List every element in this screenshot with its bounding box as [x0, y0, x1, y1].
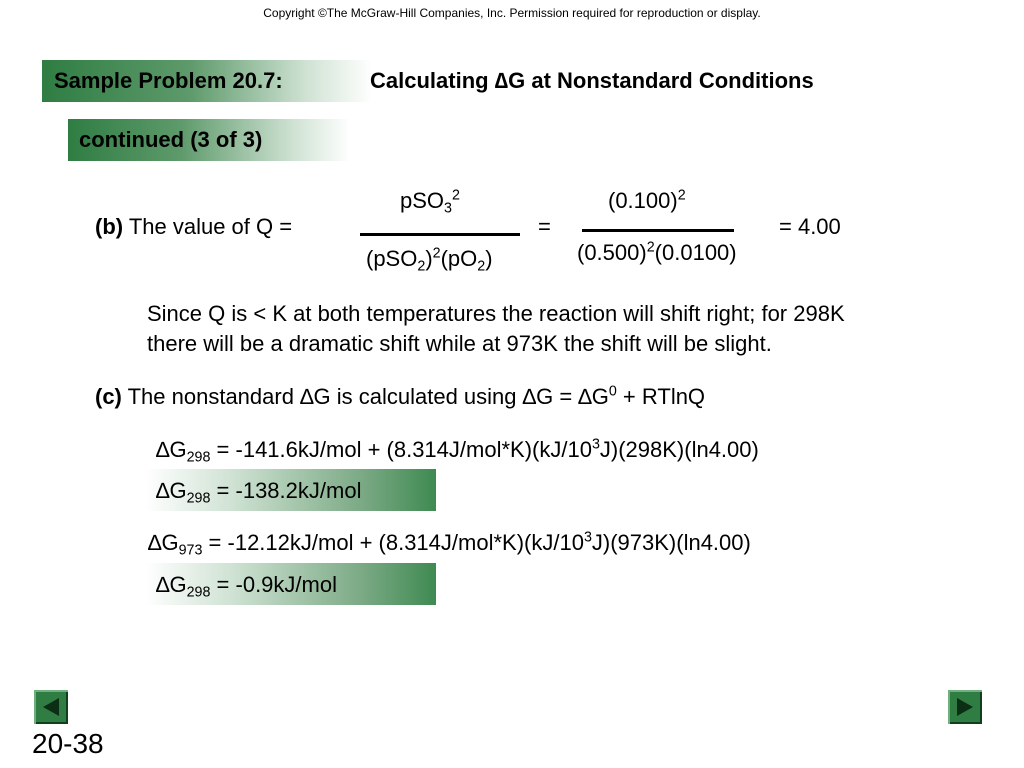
continued-label: continued (3 of 3)	[79, 127, 263, 152]
q-denominator-2: $(0.500)^2(0.0100)$	[577, 239, 737, 265]
q-result: = 4.00	[779, 214, 841, 239]
delta-g-973-equation: $\Delta G_{973} = -12.12kJ/mol + (8.314J/mol*K)(kJ/10^3J)(973K)(\ln 4.00)$	[148, 529, 751, 559]
q-numerator-1: pSO$_3^2$	[400, 187, 460, 217]
slide-title: Calculating ∆G at Nonstandard Conditions	[370, 68, 814, 93]
fraction-bar-1	[360, 233, 520, 236]
explanation-line-2: there will be a dramatic shift while at 973K the shift will be slight.	[147, 331, 772, 356]
explanation	[147, 299, 845, 359]
delta-g-298-equation: $\Delta G_{298} = -141.6kJ/mol + (8.314J/mol*K)(kJ/10^3J)(298K)(\ln 4.00)$	[156, 436, 759, 466]
explanation-line-1: Since Q is < K at both temperatures the reaction will shift right; for 298K	[147, 301, 845, 326]
sample-problem-label: Sample Problem 20.7:	[54, 68, 283, 93]
q-numerator-2: $(0.100)^2$	[608, 187, 686, 213]
part-c-label: (c)	[95, 384, 122, 409]
slide-number: 20-38	[32, 728, 104, 759]
part-c-text: The nonstandard ∆G is calculated using $\Delta G = \Delta G^0 + RTlnQ$	[127, 383, 706, 409]
delta-g-973-result: $\Delta G_{298} = -0.9kJ/mol$	[156, 572, 337, 601]
part-b-text: The value of Q =	[128, 214, 293, 239]
copyright-notice: Copyright ©The McGraw-Hill Companies, Inc. Permission required for reproduction or display.	[263, 6, 761, 20]
part-c-line	[95, 384, 705, 410]
equals-sign: =	[538, 214, 551, 239]
part-b-line	[95, 214, 292, 240]
fraction-bar-2	[582, 229, 734, 232]
next-slide-button[interactable]	[948, 690, 982, 724]
triangle-right-icon	[954, 696, 976, 718]
triangle-left-icon	[40, 696, 62, 718]
part-b-label: (b)	[95, 214, 124, 239]
q-denominator-1: $(pSO_2)^2(pO_2)$	[366, 245, 493, 275]
delta-g-298-result: $\Delta G_{298} = -138.2kJ/mol$	[156, 478, 362, 507]
previous-slide-button[interactable]	[34, 690, 68, 724]
